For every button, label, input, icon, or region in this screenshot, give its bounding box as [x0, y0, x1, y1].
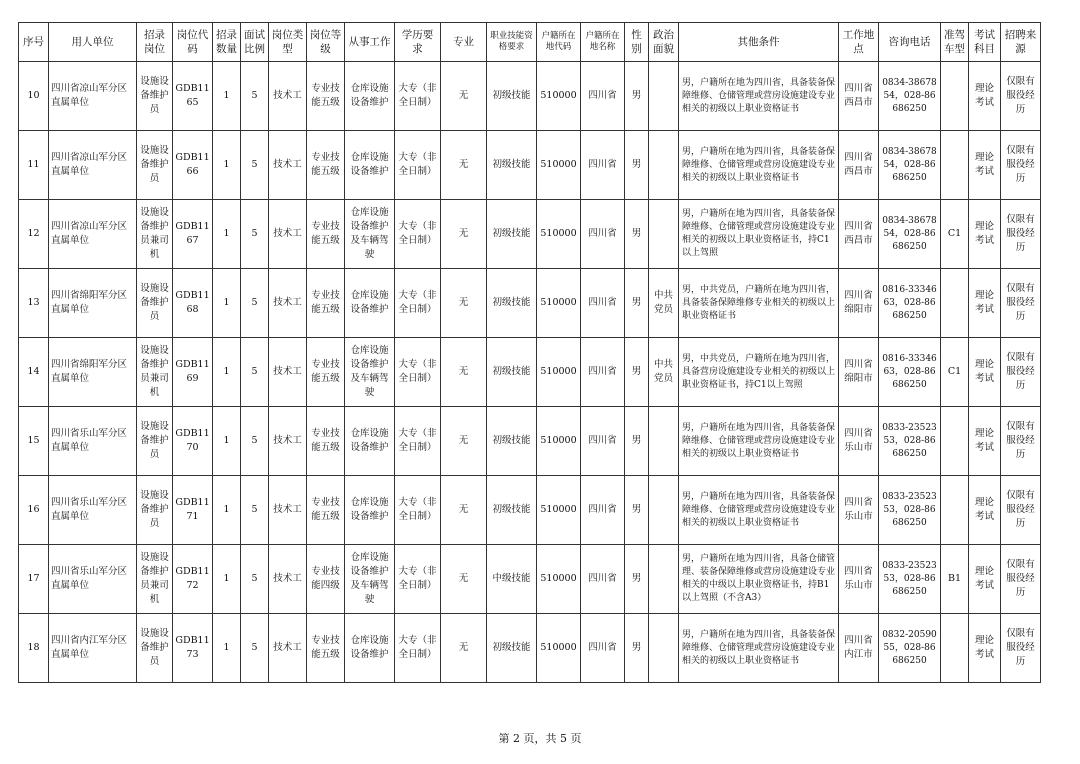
cell-sex: 男	[625, 200, 649, 269]
cell-sex: 男	[625, 476, 649, 545]
cell-src: 仅限有服役经历	[1001, 614, 1041, 683]
column-header-work: 从事工作	[345, 23, 395, 62]
cell-phone: 0833-2352353，028-86686250	[879, 476, 941, 545]
cell-loc: 四川省绵阳市	[839, 338, 879, 407]
cell-edu: 大专（非全日制）	[395, 200, 441, 269]
column-header-seq: 序号	[19, 23, 49, 62]
cell-pol	[649, 200, 679, 269]
cell-major: 无	[441, 545, 487, 614]
cell-hcode: 510000	[537, 476, 581, 545]
cell-grade: 专业技能五级	[307, 338, 345, 407]
cell-seq: 10	[19, 62, 49, 131]
column-header-cond: 其他条件	[679, 23, 839, 62]
cell-unit: 四川省凉山军分区直属单位	[49, 131, 137, 200]
cell-seq: 14	[19, 338, 49, 407]
cell-sex: 男	[625, 269, 649, 338]
column-header-hname: 户籍所在地名称	[581, 23, 625, 62]
cell-src: 仅限有服役经历	[1001, 131, 1041, 200]
header-row	[19, 23, 1041, 62]
cell-type: 技术工	[269, 407, 307, 476]
cell-edu: 大专（非全日制）	[395, 407, 441, 476]
cell-src: 仅限有服役经历	[1001, 62, 1041, 131]
cell-post: 设施设备维护员兼司机	[137, 545, 173, 614]
cell-post: 设施设备维护员	[137, 407, 173, 476]
cell-major: 无	[441, 62, 487, 131]
cell-hcode: 510000	[537, 407, 581, 476]
cell-exam: 理论考试	[969, 338, 1001, 407]
cell-qty: 1	[213, 200, 241, 269]
cell-loc: 四川省内江市	[839, 614, 879, 683]
cell-grade: 专业技能五级	[307, 200, 345, 269]
cell-qty: 1	[213, 407, 241, 476]
cell-skill: 初级技能	[487, 269, 537, 338]
cell-cond: 男，户籍所在地为四川省，具备装备保障维修、仓储管理或营房设施建设专业相关的初级以上职业资格证书	[679, 614, 839, 683]
cell-qty: 1	[213, 476, 241, 545]
cell-code: GDB1167	[173, 200, 213, 269]
cell-qty: 1	[213, 614, 241, 683]
page-footer: 第 2 页，共 5 页	[498, 732, 582, 745]
cell-exam: 理论考试	[969, 545, 1001, 614]
column-header-loc: 工作地点	[839, 23, 879, 62]
cell-code: GDB1169	[173, 338, 213, 407]
cell-src: 仅限有服役经历	[1001, 200, 1041, 269]
column-header-hcode: 户籍所在地代码	[537, 23, 581, 62]
cell-work: 仓库设施设备维护及车辆驾驶	[345, 338, 395, 407]
cell-code: GDB1172	[173, 545, 213, 614]
cell-src: 仅限有服役经历	[1001, 476, 1041, 545]
cell-exam: 理论考试	[969, 614, 1001, 683]
cell-major: 无	[441, 338, 487, 407]
cell-work: 仓库设施设备维护	[345, 407, 395, 476]
cell-loc: 四川省西昌市	[839, 131, 879, 200]
cell-major: 无	[441, 407, 487, 476]
cell-type: 技术工	[269, 200, 307, 269]
cell-type: 技术工	[269, 62, 307, 131]
column-header-type: 岗位类型	[269, 23, 307, 62]
cell-unit: 四川省乐山军分区直属单位	[49, 476, 137, 545]
cell-unit: 四川省内江军分区直属单位	[49, 614, 137, 683]
cell-skill: 中级技能	[487, 545, 537, 614]
recruitment-table-sheet	[18, 22, 1041, 683]
cell-pol: 中共党员	[649, 338, 679, 407]
cell-work: 仓库设施设备维护及车辆驾驶	[345, 200, 395, 269]
cell-grade: 专业技能五级	[307, 614, 345, 683]
cell-sex: 男	[625, 407, 649, 476]
cell-type: 技术工	[269, 476, 307, 545]
cell-major: 无	[441, 200, 487, 269]
cell-ratio: 5	[241, 131, 269, 200]
cell-ratio: 5	[241, 269, 269, 338]
cell-cond: 男，户籍所在地为四川省，具备装备保障维修、仓储管理或营房设施建设专业相关的初级以上职业资格证书	[679, 407, 839, 476]
cell-sex: 男	[625, 131, 649, 200]
cell-skill: 初级技能	[487, 407, 537, 476]
cell-sex: 男	[625, 62, 649, 131]
cell-cond: 男，户籍所在地为四川省，具备装备保障维修、仓储管理或营房设施建设专业相关的初级以上职业资格证书，持C1以上驾照	[679, 200, 839, 269]
column-header-major: 专业	[441, 23, 487, 62]
cell-loc: 四川省绵阳市	[839, 269, 879, 338]
cell-code: GDB1171	[173, 476, 213, 545]
cell-ratio: 5	[241, 62, 269, 131]
cell-drive	[941, 614, 969, 683]
cell-ratio: 5	[241, 200, 269, 269]
cell-sex: 男	[625, 338, 649, 407]
cell-unit: 四川省乐山军分区直属单位	[49, 545, 137, 614]
cell-seq: 16	[19, 476, 49, 545]
column-header-code: 岗位代码	[173, 23, 213, 62]
cell-hcode: 510000	[537, 62, 581, 131]
cell-seq: 11	[19, 131, 49, 200]
cell-work: 仓库设施设备维护	[345, 614, 395, 683]
cell-drive	[941, 62, 969, 131]
cell-ratio: 5	[241, 338, 269, 407]
cell-hname: 四川省	[581, 338, 625, 407]
cell-exam: 理论考试	[969, 407, 1001, 476]
cell-major: 无	[441, 476, 487, 545]
cell-exam: 理论考试	[969, 476, 1001, 545]
cell-post: 设施设备维护员	[137, 476, 173, 545]
cell-ratio: 5	[241, 407, 269, 476]
cell-hname: 四川省	[581, 62, 625, 131]
table-row	[19, 614, 1041, 683]
cell-phone: 0816-3334663，028-86686250	[879, 338, 941, 407]
cell-hname: 四川省	[581, 407, 625, 476]
cell-drive	[941, 407, 969, 476]
cell-seq: 12	[19, 200, 49, 269]
cell-src: 仅限有服役经历	[1001, 545, 1041, 614]
cell-phone: 0833-2352353，028-86686250	[879, 407, 941, 476]
cell-post: 设施设备维护员	[137, 269, 173, 338]
cell-post: 设施设备维护员	[137, 62, 173, 131]
column-header-skill: 职业技能资格要求	[487, 23, 537, 62]
cell-hname: 四川省	[581, 200, 625, 269]
column-header-exam: 考试科目	[969, 23, 1001, 62]
cell-qty: 1	[213, 131, 241, 200]
cell-sex: 男	[625, 614, 649, 683]
cell-loc: 四川省西昌市	[839, 62, 879, 131]
column-header-post: 招录岗位	[137, 23, 173, 62]
cell-grade: 专业技能五级	[307, 269, 345, 338]
cell-skill: 初级技能	[487, 476, 537, 545]
cell-cond: 男，中共党员，户籍所在地为四川省，具备装备保障维修专业相关的初级以上职业资格证书	[679, 269, 839, 338]
cell-post: 设施设备维护员兼司机	[137, 338, 173, 407]
table-row	[19, 545, 1041, 614]
column-header-phone: 咨询电话	[879, 23, 941, 62]
cell-unit: 四川省凉山军分区直属单位	[49, 62, 137, 131]
cell-edu: 大专（非全日制）	[395, 545, 441, 614]
cell-work: 仓库设施设备维护	[345, 131, 395, 200]
cell-drive	[941, 269, 969, 338]
cell-pol	[649, 614, 679, 683]
cell-type: 技术工	[269, 614, 307, 683]
cell-edu: 大专（非全日制）	[395, 476, 441, 545]
cell-exam: 理论考试	[969, 62, 1001, 131]
cell-hcode: 510000	[537, 614, 581, 683]
cell-drive: C1	[941, 200, 969, 269]
cell-seq: 13	[19, 269, 49, 338]
cell-loc: 四川省乐山市	[839, 545, 879, 614]
cell-code: GDB1166	[173, 131, 213, 200]
cell-hname: 四川省	[581, 545, 625, 614]
cell-phone: 0834-3867854，028-86686250	[879, 200, 941, 269]
table-body	[19, 62, 1041, 683]
cell-grade: 专业技能四级	[307, 545, 345, 614]
cell-major: 无	[441, 131, 487, 200]
cell-type: 技术工	[269, 545, 307, 614]
cell-src: 仅限有服役经历	[1001, 338, 1041, 407]
column-header-ratio: 面试比例	[241, 23, 269, 62]
cell-phone: 0832-2059055，028-86686250	[879, 614, 941, 683]
column-header-sex: 性别	[625, 23, 649, 62]
cell-hcode: 510000	[537, 338, 581, 407]
cell-skill: 初级技能	[487, 62, 537, 131]
table-row	[19, 338, 1041, 407]
cell-hcode: 510000	[537, 131, 581, 200]
cell-qty: 1	[213, 338, 241, 407]
cell-seq: 15	[19, 407, 49, 476]
table-row	[19, 200, 1041, 269]
cell-work: 仓库设施设备维护	[345, 269, 395, 338]
cell-drive	[941, 476, 969, 545]
cell-unit: 四川省乐山军分区直属单位	[49, 407, 137, 476]
cell-cond: 男，户籍所在地为四川省，具备仓储管理、装备保障维修或营房设施建设专业相关的中级以上职业资格证书，持B1以上驾照（不含A3）	[679, 545, 839, 614]
cell-work: 仓库设施设备维护及车辆驾驶	[345, 545, 395, 614]
cell-code: GDB1165	[173, 62, 213, 131]
table-row	[19, 407, 1041, 476]
cell-type: 技术工	[269, 338, 307, 407]
cell-skill: 初级技能	[487, 200, 537, 269]
cell-code: GDB1170	[173, 407, 213, 476]
table-row	[19, 476, 1041, 545]
cell-cond: 男，户籍所在地为四川省，具备装备保障维修、仓储管理或营房设施建设专业相关的初级以上职业资格证书	[679, 131, 839, 200]
cell-phone: 0833-2352353，028-86686250	[879, 545, 941, 614]
table-row	[19, 62, 1041, 131]
cell-hname: 四川省	[581, 476, 625, 545]
cell-unit: 四川省绵阳军分区直属单位	[49, 269, 137, 338]
cell-loc: 四川省乐山市	[839, 407, 879, 476]
cell-exam: 理论考试	[969, 269, 1001, 338]
cell-seq: 18	[19, 614, 49, 683]
column-header-src: 招聘来源	[1001, 23, 1041, 62]
cell-skill: 初级技能	[487, 614, 537, 683]
cell-skill: 初级技能	[487, 338, 537, 407]
cell-drive	[941, 131, 969, 200]
cell-work: 仓库设施设备维护	[345, 62, 395, 131]
cell-cond: 男，中共党员，户籍所在地为四川省，具备营房设施建设专业相关的初级以上职业资格证书，持C1以上驾照	[679, 338, 839, 407]
cell-major: 无	[441, 269, 487, 338]
cell-type: 技术工	[269, 269, 307, 338]
cell-hname: 四川省	[581, 614, 625, 683]
cell-exam: 理论考试	[969, 131, 1001, 200]
cell-hcode: 510000	[537, 200, 581, 269]
cell-work: 仓库设施设备维护	[345, 476, 395, 545]
table-row	[19, 131, 1041, 200]
column-header-grade: 岗位等级	[307, 23, 345, 62]
cell-phone: 0816-3334663，028-86686250	[879, 269, 941, 338]
cell-src: 仅限有服役经历	[1001, 269, 1041, 338]
column-header-pol: 政治面貌	[649, 23, 679, 62]
cell-code: GDB1168	[173, 269, 213, 338]
cell-pol	[649, 545, 679, 614]
cell-edu: 大专（非全日制）	[395, 338, 441, 407]
cell-exam: 理论考试	[969, 200, 1001, 269]
cell-pol	[649, 62, 679, 131]
cell-pol	[649, 407, 679, 476]
cell-pol: 中共党员	[649, 269, 679, 338]
cell-src: 仅限有服役经历	[1001, 407, 1041, 476]
cell-ratio: 5	[241, 614, 269, 683]
cell-ratio: 5	[241, 476, 269, 545]
cell-phone: 0834-3867854，028-86686250	[879, 62, 941, 131]
cell-edu: 大专（非全日制）	[395, 131, 441, 200]
cell-edu: 大专（非全日制）	[395, 614, 441, 683]
cell-qty: 1	[213, 62, 241, 131]
cell-sex: 男	[625, 545, 649, 614]
cell-type: 技术工	[269, 131, 307, 200]
cell-edu: 大专（非全日制）	[395, 269, 441, 338]
cell-grade: 专业技能五级	[307, 476, 345, 545]
cell-pol	[649, 131, 679, 200]
cell-seq: 17	[19, 545, 49, 614]
cell-post: 设施设备维护员	[137, 614, 173, 683]
cell-qty: 1	[213, 269, 241, 338]
cell-pol	[649, 476, 679, 545]
cell-drive: C1	[941, 338, 969, 407]
cell-post: 设施设备维护员	[137, 131, 173, 200]
column-header-drive: 准驾车型	[941, 23, 969, 62]
cell-unit: 四川省绵阳军分区直属单位	[49, 338, 137, 407]
cell-hname: 四川省	[581, 269, 625, 338]
cell-hname: 四川省	[581, 131, 625, 200]
column-header-qty: 招录数量	[213, 23, 241, 62]
cell-code: GDB1173	[173, 614, 213, 683]
cell-grade: 专业技能五级	[307, 62, 345, 131]
cell-grade: 专业技能五级	[307, 407, 345, 476]
cell-cond: 男，户籍所在地为四川省，具备装备保障维修、仓储管理或营房设施建设专业相关的初级以上职业资格证书	[679, 62, 839, 131]
cell-phone: 0834-3867854，028-86686250	[879, 131, 941, 200]
column-header-unit: 用人单位	[49, 23, 137, 62]
cell-cond: 男，户籍所在地为四川省，具备装备保障维修、仓储管理或营房设施建设专业相关的初级以上职业资格证书	[679, 476, 839, 545]
column-header-edu: 学历要求	[395, 23, 441, 62]
cell-skill: 初级技能	[487, 131, 537, 200]
recruitment-table	[18, 22, 1041, 683]
cell-hcode: 510000	[537, 545, 581, 614]
table-row	[19, 269, 1041, 338]
cell-post: 设施设备维护员兼司机	[137, 200, 173, 269]
cell-loc: 四川省西昌市	[839, 200, 879, 269]
cell-edu: 大专（非全日制）	[395, 62, 441, 131]
cell-ratio: 5	[241, 545, 269, 614]
cell-unit: 四川省凉山军分区直属单位	[49, 200, 137, 269]
cell-qty: 1	[213, 545, 241, 614]
cell-hcode: 510000	[537, 269, 581, 338]
cell-drive: B1	[941, 545, 969, 614]
cell-grade: 专业技能五级	[307, 131, 345, 200]
cell-major: 无	[441, 614, 487, 683]
cell-loc: 四川省乐山市	[839, 476, 879, 545]
